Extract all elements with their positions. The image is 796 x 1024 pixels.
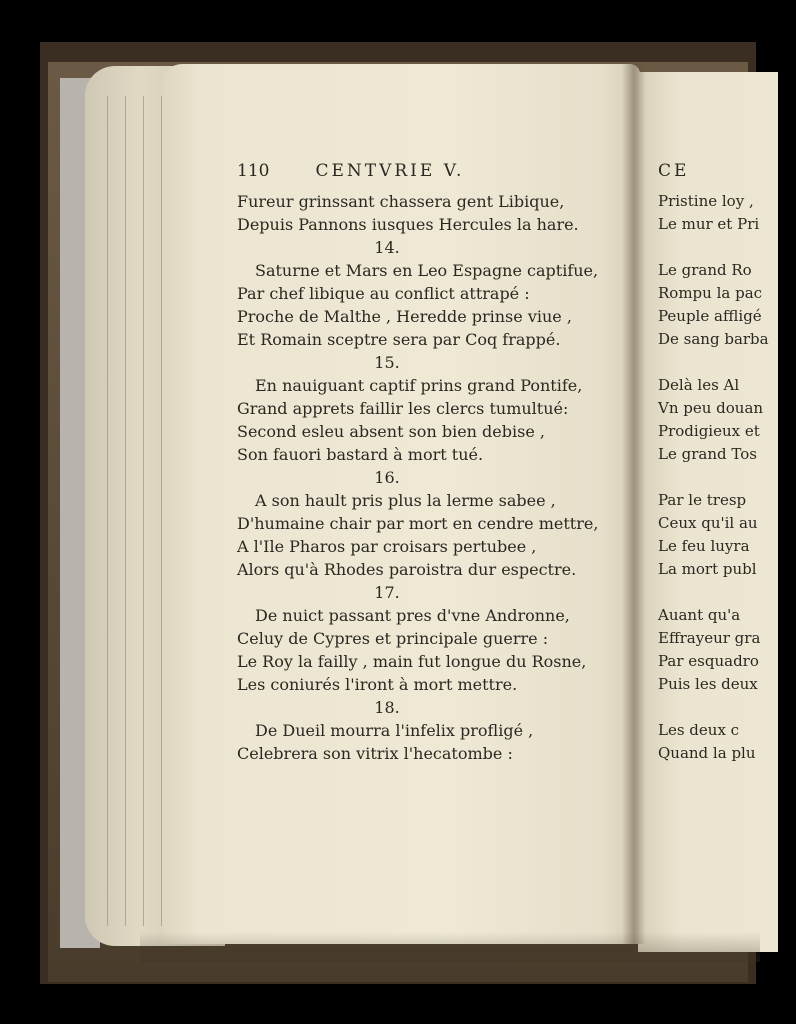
running-head: CENTVRIE V.: [315, 161, 465, 181]
right-verse-line: Les deux c: [658, 721, 740, 739]
right-verse-line: [658, 351, 756, 374]
quatrain-number: 14.: [374, 238, 400, 257]
verse-line: En nauiguant captif prins grand Pontife,: [255, 376, 583, 395]
verse-line: De nuict passant pres d'vne Andronne,: [255, 606, 570, 625]
right-verse-line: Delà les Al: [658, 376, 740, 394]
verse-line: De Dueil mourra l'infelix profligé ,: [255, 721, 534, 740]
verse-line: Proche de Malthe , Heredde prinse viue ,: [237, 307, 572, 326]
right-verse-line: Rompu la pac: [658, 284, 763, 302]
verse-line: A l'Ile Pharos par croisars pertubee ,: [237, 537, 537, 556]
right-verse-line: De sang barba: [658, 330, 769, 348]
right-page-lines: [658, 190, 769, 765]
verse-line: Saturne et Mars en Leo Espagne captifue,: [255, 261, 599, 280]
right-verse-line: Par esquadro: [658, 652, 759, 670]
verse-line: Le Roy la failly , main fut longue du Rosne,: [237, 652, 587, 671]
verse-line: Fureur grinssant chassera gent Libique,: [237, 192, 565, 211]
right-verse-line: Par le tresp: [658, 491, 747, 509]
right-verse-line: Le feu luyra: [658, 537, 750, 555]
right-verse-line: Le grand Tos: [658, 445, 757, 463]
verse-line: Celebrera son vitrix l'hecatombe :: [237, 744, 513, 763]
page-number: 110: [237, 161, 270, 181]
verse-line: Son fauori bastard à mort tué.: [237, 445, 484, 464]
quatrain-number: 16.: [374, 468, 400, 487]
right-verse-line: Quand la plu: [658, 744, 756, 762]
quatrain-number: 18.: [374, 698, 400, 717]
right-verse-line: [658, 466, 756, 489]
right-verse-line: Effrayeur gra: [658, 629, 761, 647]
right-verse-line: Prodigieux et: [658, 422, 760, 440]
right-verse-line: Auant qu'a: [658, 606, 741, 624]
right-verse-line: Le mur et Pri: [658, 215, 760, 233]
left-page-text: [237, 160, 627, 765]
right-verse-line: Ceux qu'il au: [658, 514, 758, 532]
right-verse-line: Puis les deux: [658, 675, 758, 693]
right-page-text: [658, 160, 769, 765]
verse-line: Alors qu'à Rhodes paroistra dur espectre.: [237, 560, 577, 579]
verse-line: Celuy de Cypres et principale guerre :: [237, 629, 549, 648]
right-verse-line: Peuple affligé: [658, 307, 762, 325]
verse-line: Les coniurés l'iront à mort mettre.: [237, 675, 518, 694]
right-verse-line: [658, 581, 756, 604]
verse-line: A son hault pris plus la lerme sabee ,: [255, 491, 556, 510]
verse-line: Second esleu absent son bien debise ,: [237, 422, 545, 441]
verse-line: D'humaine chair par mort en cendre mettre,: [237, 514, 599, 533]
right-verse-line: Le grand Ro: [658, 261, 752, 279]
right-verse-line: La mort publ: [658, 560, 757, 578]
verse-line: Grand apprets faillir les clercs tumultué:: [237, 399, 569, 418]
verse-line: Depuis Pannons iusques Hercules la hare.: [237, 215, 579, 234]
right-verse-line: Pristine loy ,: [658, 192, 754, 210]
quatrain-number: 15.: [374, 353, 400, 372]
verse-line: Par chef libique au conflict attrapé :: [237, 284, 530, 303]
running-header: [237, 160, 627, 190]
verse-line: Et Romain sceptre sera par Coq frappé.: [237, 330, 561, 349]
right-running-head: CE: [658, 161, 690, 181]
right-verse-line: Vn peu douan: [658, 399, 764, 417]
right-verse-line: [658, 236, 756, 259]
quatrain-number: 17.: [374, 583, 400, 602]
right-verse-line: [658, 696, 756, 719]
